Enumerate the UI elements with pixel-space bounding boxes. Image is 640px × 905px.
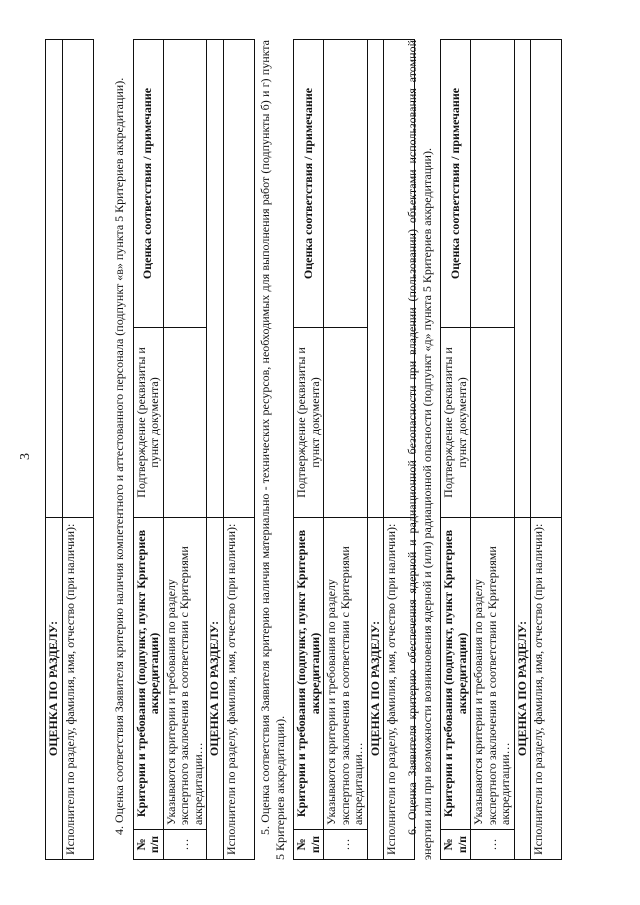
row-confirm [324, 328, 368, 518]
col-confirm: Подтверждение (реквизиты и пункт документа) [133, 328, 163, 518]
score-cell [514, 40, 531, 518]
row-score [163, 40, 207, 328]
score-label: ОЦЕНКА ПО РАЗДЕЛУ: [46, 518, 63, 860]
executors-label: Исполнители по разделу, фамилия, имя, отчество (при наличии): [223, 518, 254, 860]
section-5 [258, 40, 415, 860]
score-cell [367, 40, 384, 518]
row-text: Указываются критерии и требования по разделу экспертного заключения в соответствии с Критериями аккредитации… [471, 518, 515, 830]
row-num: … [324, 830, 368, 860]
section-heading: 5. Оценка соответствия Заявителя критерию наличия материально - технических ресурсов, необходимых для выполнения работ (подпункты б) и г) пункта 5 Критериев аккредитации). [258, 40, 287, 860]
col-confirm: Подтверждение (реквизиты и пункт документа) [441, 328, 471, 518]
row-text: Указываются критерии и требования по разделу экспертного заключения в соответствии с Критериями аккредитации… [324, 518, 368, 830]
top-table [45, 39, 94, 860]
score-label: ОЦЕНКА ПО РАЗДЕЛУ: [207, 518, 224, 860]
row-score [324, 40, 368, 328]
row-num: … [471, 830, 515, 860]
executors-label: Исполнители по разделу, фамилия, имя, отчество (при наличии): [531, 518, 562, 860]
executors-cell [62, 40, 93, 518]
row-confirm [471, 328, 515, 518]
section-table [133, 39, 255, 860]
section-4 [112, 40, 255, 860]
score-label: ОЦЕНКА ПО РАЗДЕЛУ: [367, 518, 384, 860]
executors-label: Исполнители по разделу, фамилия, имя, отчество (при наличии): [384, 518, 415, 860]
col-score: Оценка соответствия / примечание [133, 40, 163, 328]
col-criteria: Критерии и требования (подпункт, пункт Критериев аккредитации) [294, 518, 324, 830]
row-score [471, 40, 515, 328]
section-table [293, 39, 415, 860]
score-label: ОЦЕНКА ПО РАЗДЕЛУ: [514, 518, 531, 860]
row-num: … [163, 830, 207, 860]
score-cell [46, 40, 63, 518]
section-6 [405, 40, 562, 860]
section-heading: 4. Оценка соответствия Заявителя критерию наличия компетентного и аттестованного персонала (подпункт «в» пункта 5 Критериев аккредитации). [112, 77, 126, 835]
executors-cell [223, 40, 254, 518]
col-num: № п/п [133, 830, 163, 860]
row-confirm [163, 328, 207, 518]
executors-cell [531, 40, 562, 518]
col-num: № п/п [441, 830, 471, 860]
col-criteria: Критерии и требования (подпункт, пункт Критериев аккредитации) [441, 518, 471, 830]
score-cell [207, 40, 224, 518]
section-table [440, 39, 562, 860]
col-confirm: Подтверждение (реквизиты и пункт документа) [294, 328, 324, 518]
col-score: Оценка соответствия / примечание [441, 40, 471, 328]
col-criteria: Критерии и требования (подпункт, пункт Критериев аккредитации) [133, 518, 163, 830]
col-score: Оценка соответствия / примечание [294, 40, 324, 328]
executors-label: Исполнители по разделу, фамилия, имя, отчество (при наличии): [62, 518, 93, 860]
section-heading: 6. Оценка Заявителя критерию обеспечения ядерной и радиационной безопасности при владении (пользовании) объектами использования атомной энергии или при возможности возникновения ядерной и (или) радиационной опасности (подпункт «д» пункта 5 Критериев аккредитации). [405, 40, 434, 860]
col-num: № п/п [294, 830, 324, 860]
top-table-block [45, 40, 94, 860]
page-number: 3 [18, 453, 33, 460]
row-text: Указываются критерии и требования по разделу экспертного заключения в соответствии с Критериями аккредитации… [163, 518, 207, 830]
